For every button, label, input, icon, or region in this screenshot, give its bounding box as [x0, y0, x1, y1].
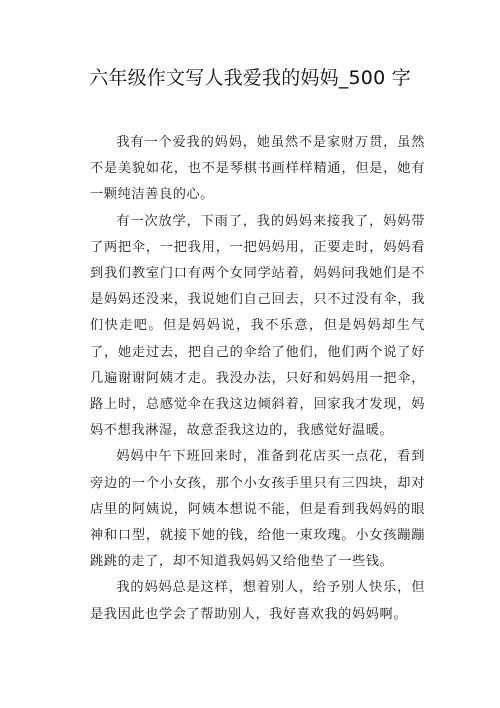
document-title: 六年级作文写人我爱我的妈妈_500 字	[89, 67, 411, 89]
paragraph-4: 我的妈妈总是这样，想着别人，给予别人快乐，但是我因此也学会了帮助别人，我好喜欢我的妈妈啊。	[90, 580, 425, 622]
paragraph-2: 有一次放学，下雨了，我的妈妈来接我了，妈妈带了两把伞，一把我用，一把妈妈用，正要走时，妈妈看到我们教室门口有两个女同学站着，妈妈问我她们是不是妈妈还没来，我说她们自己回去，只不过没有伞，我们快走吧。但是妈妈说，我不乐意，但是妈妈却生气了，她走过去，把自己的伞给了他们，他们两个说了好几遍谢谢阿姨才走。我没办法，只好和妈妈用一把伞，路上时，总感觉伞在我这边倾斜着，回家我才发现，妈妈不想我淋湿，故意歪我这边的，我感觉好温暖。	[90, 213, 425, 439]
paragraph-3: 妈妈中午下班回来时，准备到花店买一点花，看到旁边的一个小女孩，那个小女孩手里只有三四块，却对店里的阿姨说，阿姨本想说不能，但是看到我妈妈的眼神和口型，就接下她的钱，给他一束玫瑰。小女孩蹦蹦跳跳的走了，却不知道我妈妈又给他垫了一些钱。	[90, 449, 425, 570]
document-body	[90, 130, 425, 628]
paragraph-1: 我有一个爱我的妈妈，她虽然不是家财万贯，虽然不是美貌如花，也不是琴棋书画样样精通，但是，她有一颗纯洁善良的心。	[90, 135, 425, 203]
